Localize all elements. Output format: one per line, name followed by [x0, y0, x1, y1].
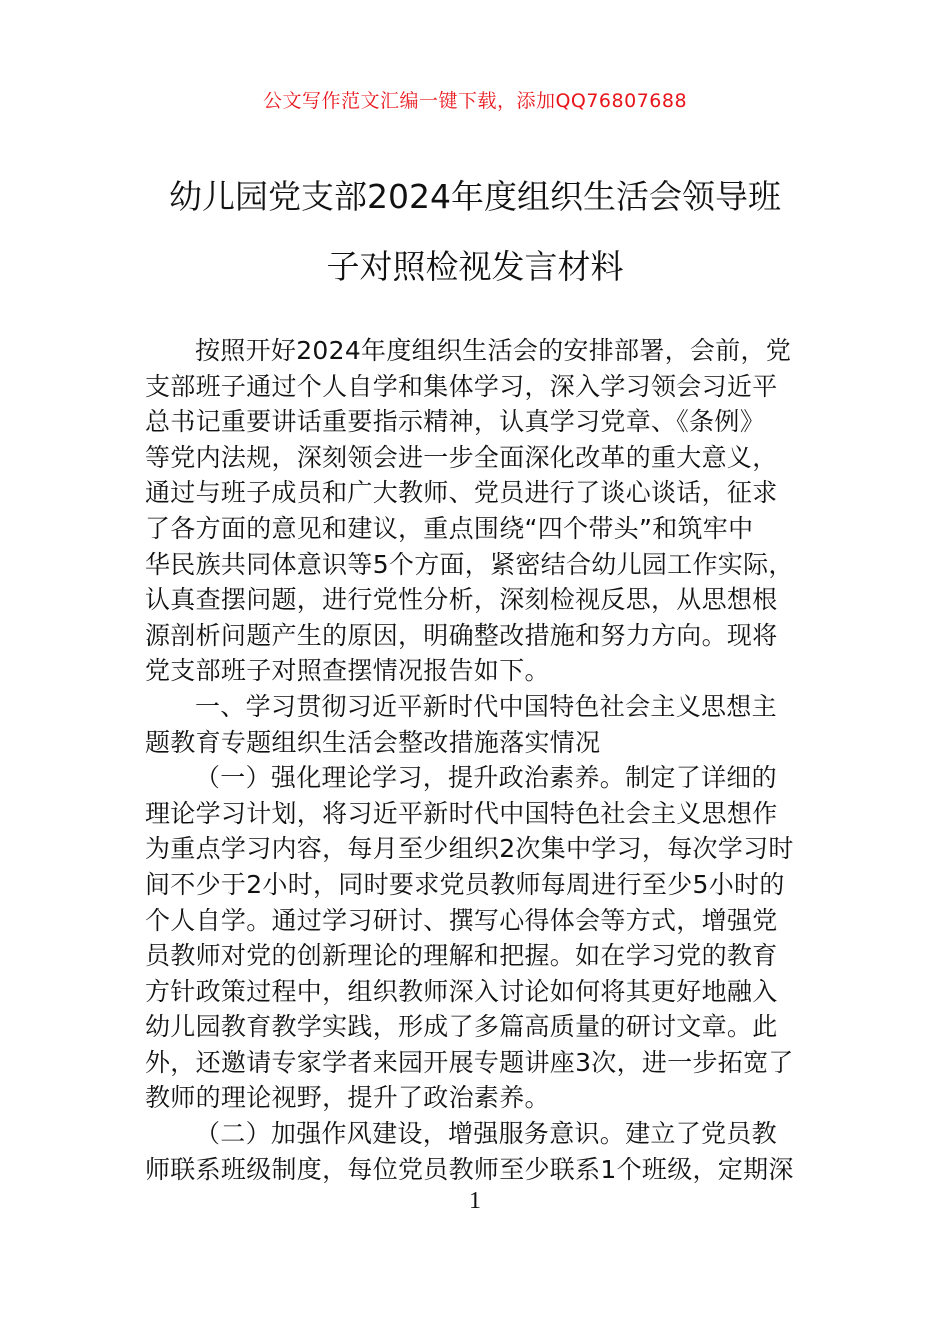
body-line: 员教师对党的创新理论的理解和把握。如在学习党的教育: [145, 941, 778, 971]
body-line: 幼儿园教育教学实践，形成了多篇高质量的研讨文章。此: [145, 1012, 778, 1042]
body-line: 外，还邀请专家学者来园开展专题讲座3次，进一步拓宽了: [145, 1047, 794, 1077]
body-line: 总书记重要讲话重要指示精神，认真学习党章、《条例》: [145, 407, 766, 437]
section-heading-1: 一、学习贯彻习近平新时代中国特色社会主义思想主: [195, 691, 777, 721]
body-line: 华民族共同体意识等5个方面，紧密结合幼儿园工作实际，: [145, 549, 794, 579]
body-line: 了各方面的意见和建议，重点围绕“四个带头”和筑牢中: [145, 513, 754, 543]
body-line: 教师的理论视野，提升了政治素养。: [145, 1083, 550, 1113]
download-banner: 公文写作范文汇编一键下载，添加QQ76807688: [262, 90, 688, 112]
subsection-1: （一）强化理论学习，提升政治素养。制定了详细的: [195, 763, 777, 793]
document-body: [145, 333, 807, 1187]
body-line: 理论学习计划，将习近平新时代中国特色社会主义思想作: [145, 798, 778, 828]
document-title-line-2: 子对照检视发言材料: [326, 247, 624, 286]
section-heading-1-cont: 题教育专题组织生活会整改措施落实情况: [145, 727, 601, 757]
body-line: 按照开好2024年度组织生活会的安排部署，会前，党: [195, 336, 792, 365]
body-line: 支部班子通过个人自学和集体学习，深入学习领会习近平: [145, 371, 778, 401]
body-line: 个人自学。通过学习研讨、撰写心得体会等方式，增强党: [145, 905, 778, 935]
body-line: 通过与班子成员和广大教师、党员进行了谈心谈话，征求: [145, 478, 778, 508]
body-line: 方针政策过程中，组织教师深入讨论如何将其更好地融入: [145, 976, 778, 1006]
body-line: 源剖析问题产生的原因，明确整改措施和努力方向。现将: [145, 620, 778, 650]
body-line: 党支部班子对照查摆情况报告如下。: [145, 656, 550, 686]
body-line: 为重点学习内容，每月至少组织2次集中学习，每次学习时: [145, 834, 794, 864]
body-line: 等党内法规，深刻领会进一步全面深化改革的重大意义，: [145, 442, 778, 472]
body-line: 师联系班级制度，每位党员教师至少联系1个班级，定期深: [145, 1154, 794, 1184]
subsection-2: （二）加强作风建设，增强服务意识。建立了党员教: [195, 1119, 777, 1149]
body-line: 认真查摆问题，进行党性分析，深刻检视反思，从思想根: [145, 585, 778, 615]
page-number: 1: [469, 1188, 481, 1214]
document-title-line-1: 幼儿园党支部2024年度组织生活会领导班: [169, 177, 781, 216]
body-line: 间不少于2小时，同时要求党员教师每周进行至少5小时的: [145, 869, 785, 899]
